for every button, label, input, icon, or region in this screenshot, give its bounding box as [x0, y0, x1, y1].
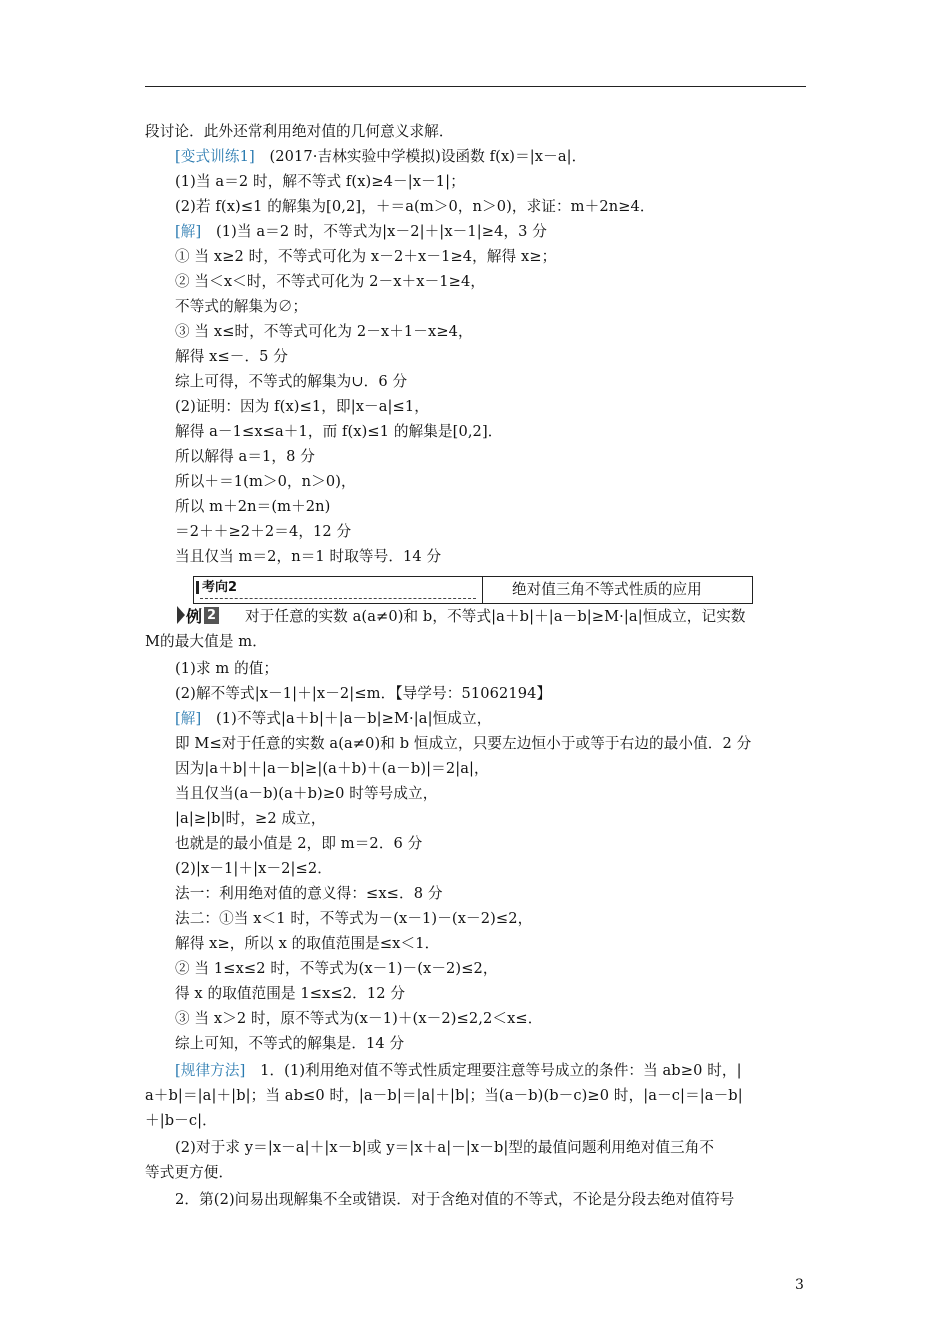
- line-text: ③ 当 x＞2 时，原不等式为(x－1)＋(x－2)≤2,2＜x≤．: [175, 1010, 543, 1027]
- text-line: [175, 472, 356, 492]
- text-line: [175, 659, 278, 679]
- text-line: [175, 222, 547, 242]
- text-line: [175, 372, 407, 392]
- topic-box: [193, 576, 753, 604]
- line-text: 对于任意的实数 a(a≠0)和 b，不等式|a＋b|＋|a－b|≥M·|a|恒成立，记实数: [245, 608, 746, 625]
- text-line: [175, 834, 422, 854]
- text-line: [175, 959, 498, 979]
- text-line: [175, 859, 332, 879]
- section-tag: [规律方法]: [175, 1062, 246, 1079]
- text-line: [175, 934, 439, 954]
- text-line: [175, 422, 502, 442]
- text-line: [175, 397, 429, 417]
- topic-dash-divider: [200, 598, 476, 599]
- line-text: ③ 当 x≤时，不等式可化为 2－x＋1－x≥4，: [175, 323, 473, 340]
- line-text: 法一：利用绝对值的意义得：≤x≤．8 分: [175, 885, 443, 902]
- text-line: [175, 547, 441, 567]
- text-line: [175, 1190, 734, 1210]
- text-line: [175, 322, 473, 342]
- line-text: 解得 x≥，所以 x 的取值范围是≤x＜1．: [175, 935, 440, 952]
- line-text: (2)对于求 y＝|x－a|＋|x－b|或 y＝|x＋a|－|x－b|型的最值问题利用绝对值三角不: [175, 1139, 715, 1156]
- text-line: [175, 759, 489, 779]
- line-text: |a|≥|b|时，≥2 成立，: [175, 810, 326, 827]
- line-text: (2)证明：因为 f(x)≤1，即|x－a|≤1，: [175, 398, 429, 415]
- line-text: 段讨论．此外还常利用绝对值的几何意义求解．: [145, 123, 454, 140]
- text-line: [175, 147, 586, 167]
- section-tag: [解]: [175, 710, 202, 727]
- line-text: (1)不等式|a＋b|＋|a－b|≥M·|a|恒成立，: [201, 710, 492, 727]
- triangle-marker-icon: [177, 606, 185, 624]
- header-rule: [145, 86, 806, 87]
- text-line: [145, 1086, 743, 1106]
- example-badge: [177, 605, 219, 625]
- text-line: [175, 809, 326, 829]
- line-text: (2)若 f(x)≤1 的解集为[0,2]，＋＝a(m＞0，n＞0)，求证：m＋2n≥4．: [175, 198, 655, 215]
- line-text: 得 x 的取值范围是 1≤x≤2．12 分: [175, 985, 406, 1002]
- line-text: 所以＋＝1(m＞0，n＞0)，: [175, 473, 356, 490]
- line-text: 当且仅当(a－b)(a＋b)≥0 时等号成立，: [175, 785, 438, 802]
- section-tag: [变式训练1]: [175, 148, 255, 165]
- line-text: 即 M≤对于任意的实数 a(a≠0)和 b 恒成立，只要左边恒小于或等于右边的最小值．2 分: [175, 735, 752, 752]
- text-line: [175, 347, 288, 367]
- text-line: [175, 1009, 542, 1029]
- line-text: (2)|x－1|＋|x－2|≤2．: [175, 860, 332, 877]
- line-text: (2)解不等式|x－1|＋|x－2|≤m．【导学号：51062194】: [175, 685, 552, 702]
- text-line: [145, 1111, 217, 1131]
- line-text: 不等式的解集为∅；: [175, 298, 308, 315]
- text-line: [175, 522, 351, 542]
- text-line: [175, 734, 751, 754]
- line-text: a＋b|＝|a|＋|b|；当 ab≤0 时，|a－b|＝|a|＋|b|；当(a－b)(b－c)≥0 时，|a－c|＝|a－b|: [145, 1087, 743, 1104]
- line-text: 等式更方便．: [145, 1164, 234, 1181]
- text-line: [175, 197, 655, 217]
- text-line: [175, 1034, 404, 1054]
- text-line: [175, 172, 465, 192]
- line-text: 因为|a＋b|＋|a－b|≥|(a＋b)＋(a－b)|＝2|a|，: [175, 760, 489, 777]
- line-text: ＋|b－c|．: [145, 1112, 217, 1129]
- line-text: 当且仅当 m＝2，n＝1 时取等号．14 分: [175, 548, 442, 565]
- line-text: M的最大值是 m．: [145, 633, 267, 650]
- text-line: [175, 709, 491, 729]
- text-line: [145, 122, 454, 142]
- text-line: [175, 909, 532, 929]
- example-number: 2: [204, 607, 219, 624]
- text-line: [175, 272, 485, 292]
- line-text: 所以解得 a＝1，8 分: [175, 448, 315, 465]
- line-text: (1)求 m 的值；: [175, 660, 279, 677]
- page-number: 3: [795, 1277, 804, 1293]
- line-text: (2017·吉林实验中学模拟)设函数 f(x)＝|x－a|．: [254, 148, 587, 165]
- line-text: ② 当 1≤x≤2 时，不等式为(x－1)－(x－2)≤2，: [175, 960, 498, 977]
- line-text: 2．第(2)问易出现解集不全或错误．对于含绝对值的不等式，不论是分段去绝对值符号: [175, 1191, 735, 1208]
- topic-left-cell: [194, 577, 483, 603]
- text-line: [175, 784, 437, 804]
- text-line: [175, 247, 556, 267]
- text-line: [175, 984, 405, 1004]
- topic-label: 考向2: [202, 580, 238, 595]
- example-word: 例: [186, 606, 203, 626]
- topic-title: 绝对值三角不等式性质的应用: [512, 581, 702, 598]
- line-text: 解得 x≤－．5 分: [175, 348, 288, 365]
- line-text: 综上可知，不等式的解集是．14 分: [175, 1035, 405, 1052]
- line-text: 解得 a－1≤x≤a＋1，而 f(x)≤1 的解集是[0,2]．: [175, 423, 503, 440]
- line-text: ② 当＜x＜时，不等式可化为 2－x＋x－1≥4，: [175, 273, 486, 290]
- text-line: [175, 497, 330, 517]
- line-text: ＝2＋＋≥2＋2＝4，12 分: [175, 523, 352, 540]
- line-text: 1．(1)利用绝对值不等式性质定理要注意等号成立的条件：当 ab≥0 时，|: [245, 1062, 742, 1079]
- text-line: [175, 1061, 742, 1081]
- line-text: 法二：①当 x＜1 时，不等式为－(x－1)－(x－2)≤2，: [175, 910, 533, 927]
- text-line: [245, 607, 746, 627]
- line-text: 所以 m＋2n＝(m＋2n): [175, 498, 331, 515]
- line-text: 综上可得，不等式的解集为∪．6 分: [175, 373, 408, 390]
- text-line: [175, 297, 307, 317]
- line-text: ① 当 x≥2 时，不等式可化为 x－2＋x－1≥4，解得 x≥；: [175, 248, 557, 265]
- text-line: [145, 632, 267, 652]
- line-text: (1)当 a＝2 时，不等式为|x－2|＋|x－1|≥4，3 分: [201, 223, 547, 240]
- line-text: 也就是的最小值是 2，即 m＝2．6 分: [175, 835, 423, 852]
- text-line: [145, 1163, 233, 1183]
- text-line: [175, 684, 551, 704]
- text-line: [175, 447, 315, 467]
- text-line: [175, 884, 443, 904]
- section-tag: [解]: [175, 223, 202, 240]
- line-text: (1)当 a＝2 时，解不等式 f(x)≥4－|x－1|；: [175, 173, 465, 190]
- text-line: [175, 1138, 714, 1158]
